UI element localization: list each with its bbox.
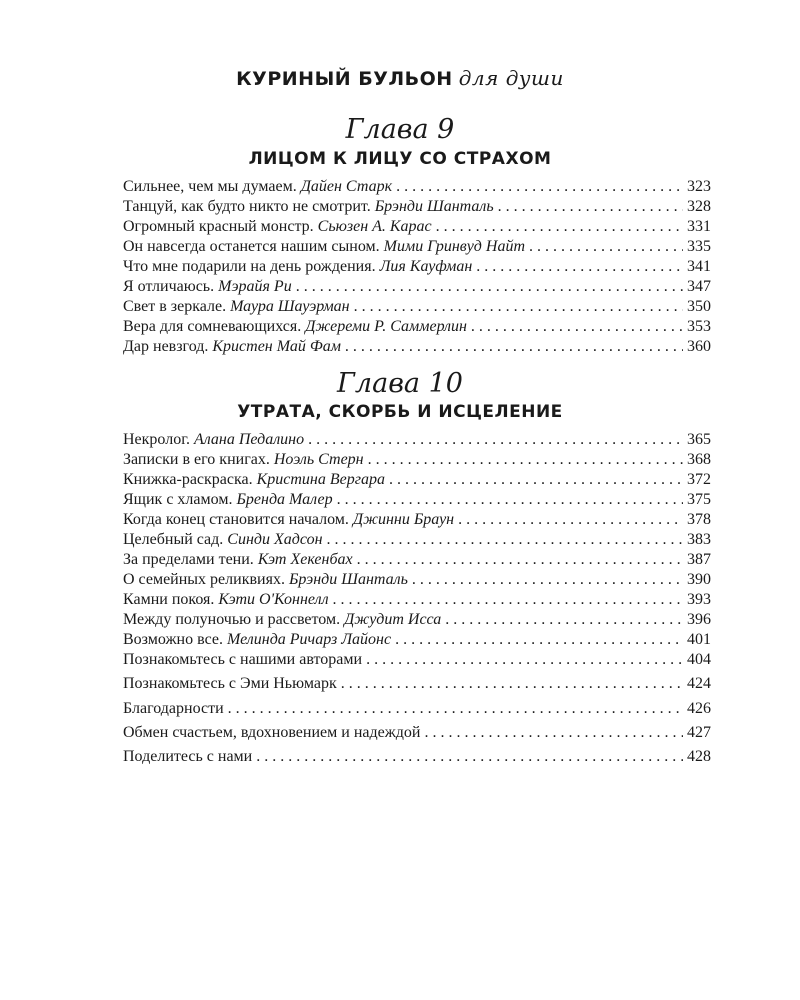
- toc-entry[interactable]: [123, 450, 711, 470]
- entry-author: Лия Кауфман: [379, 258, 473, 275]
- entry-author: Кристина Вергара: [256, 471, 385, 488]
- entry-title: Ящик с хламом.: [123, 491, 233, 508]
- chapter-title: Глава 10: [337, 368, 463, 399]
- entry-title: Свет в зеркале.: [123, 298, 227, 315]
- entry-title: О семейных реликвиях.: [123, 571, 285, 588]
- entry-page: 427: [687, 723, 711, 741]
- dot-leader: [412, 570, 683, 590]
- entry-author: Мэрайя Ри: [218, 278, 292, 295]
- entry-page: 375: [687, 491, 711, 508]
- toc-entry[interactable]: [123, 745, 711, 769]
- entry-title: Обмен счастьем, вдохновением и надеждой: [123, 723, 421, 741]
- dot-leader: [458, 510, 683, 530]
- toc-entry[interactable]: [123, 530, 711, 550]
- entry-title: Танцуй, как будто никто не смотрит.: [123, 198, 371, 215]
- entry-title: Что мне подарили на день рождения.: [123, 258, 376, 275]
- dot-leader: [256, 745, 683, 769]
- toc-entry[interactable]: [123, 297, 711, 317]
- entry-page: 393: [687, 591, 711, 608]
- entry-title: Книжка-раскраска.: [123, 471, 253, 488]
- entry-author: Джудит Исса: [344, 611, 442, 628]
- dot-leader: [345, 337, 683, 357]
- toc-entry[interactable]: [123, 672, 711, 696]
- entry-title: Между полуночью и рассветом.: [123, 611, 341, 628]
- entry-title: Дар невзгод.: [123, 338, 209, 355]
- entry-author: Джинни Браун: [352, 511, 455, 528]
- toc-entry[interactable]: [123, 721, 711, 745]
- chapter-10-toc: [123, 430, 711, 650]
- toc-entry[interactable]: [123, 590, 711, 610]
- chapter-subtitle: УТРАТА, СКОРБЬ И ИСЦЕЛЕНИЕ: [237, 402, 563, 422]
- toc-entry[interactable]: [123, 177, 711, 197]
- toc-entry[interactable]: [123, 217, 711, 237]
- entry-page: 335: [687, 238, 711, 255]
- dot-leader: [529, 237, 683, 257]
- entry-page: 387: [687, 551, 711, 568]
- toc-entry[interactable]: [123, 630, 711, 650]
- entry-title: Познакомьтесь с нашими авторами: [123, 651, 363, 668]
- toc-entry[interactable]: [123, 337, 711, 357]
- entry-page: 360: [687, 338, 711, 355]
- dot-leader: [424, 721, 683, 745]
- chapter-9-toc: [123, 177, 711, 357]
- toc-entry[interactable]: [123, 570, 711, 590]
- dot-leader: [296, 277, 683, 297]
- entry-page: 372: [687, 471, 711, 488]
- toc-entry[interactable]: [123, 197, 711, 217]
- entry-title: Огромный красный монстр.: [123, 218, 314, 235]
- dot-leader: [228, 697, 683, 721]
- entry-title: Камни покоя.: [123, 591, 215, 608]
- toc-entry[interactable]: [123, 317, 711, 337]
- entry-author: Брэнди Шанталь: [288, 571, 408, 588]
- entry-page: 341: [687, 258, 711, 275]
- entry-author: Брэнди Шанталь: [374, 198, 494, 215]
- dot-leader: [498, 197, 683, 217]
- dot-leader: [366, 648, 683, 672]
- toc-entry[interactable]: [123, 490, 711, 510]
- entry-page: 353: [687, 318, 711, 335]
- entry-author: Бренда Малер: [236, 491, 333, 508]
- dot-leader: [341, 672, 683, 696]
- toc-entry[interactable]: [123, 277, 711, 297]
- entry-title: За пределами тени.: [123, 551, 254, 568]
- chapter-subtitle: ЛИЦОМ К ЛИЦУ СО СТРАХОМ: [248, 149, 552, 169]
- entry-author: Сьюзен А. Карас: [317, 218, 432, 235]
- entry-page: 396: [687, 611, 711, 628]
- entry-page: 365: [687, 431, 711, 448]
- dot-leader: [436, 217, 683, 237]
- toc-entry[interactable]: [123, 237, 711, 257]
- entry-author: Мими Гринвуд Найт: [383, 238, 525, 255]
- dot-leader: [357, 550, 683, 570]
- dot-leader: [308, 430, 683, 450]
- dot-leader: [354, 297, 683, 317]
- header-title: КУРИНЫЙ БУЛЬОН: [236, 68, 453, 90]
- back-matter-toc: [123, 648, 711, 769]
- entry-page: 401: [687, 631, 711, 648]
- entry-title: Благодарности: [123, 699, 224, 717]
- entry-title: Поделитесь с нами: [123, 748, 253, 766]
- dot-leader: [333, 590, 683, 610]
- dot-leader: [327, 530, 683, 550]
- entry-page: 328: [687, 198, 711, 215]
- dot-leader: [368, 450, 683, 470]
- entry-title: Целебный сад.: [123, 531, 224, 548]
- toc-entry[interactable]: [123, 510, 711, 530]
- entry-page: 350: [687, 298, 711, 315]
- dot-leader: [471, 317, 683, 337]
- entry-title: Некролог.: [123, 431, 190, 448]
- header-script: для души: [458, 66, 564, 90]
- dot-leader: [445, 610, 683, 630]
- dot-leader: [389, 470, 683, 490]
- entry-page: 331: [687, 218, 711, 235]
- entry-author: Кэт Хекенбах: [257, 551, 353, 568]
- dot-leader: [337, 490, 683, 510]
- entry-page: 368: [687, 451, 711, 468]
- entry-author: Джереми Р. Саммерлин: [305, 318, 467, 335]
- entry-title: Сильнее, чем мы думаем.: [123, 178, 297, 195]
- entry-author: Ноэль Стерн: [273, 451, 364, 468]
- toc-entry[interactable]: [123, 470, 711, 490]
- entry-title: Записки в его книгах.: [123, 451, 270, 468]
- entry-author: Синди Хадсон: [227, 531, 323, 548]
- dot-leader: [396, 177, 683, 197]
- toc-entry[interactable]: [123, 257, 711, 277]
- entry-title: Возможно все.: [123, 631, 223, 648]
- entry-title: Он навсегда останется нашим сыном.: [123, 238, 380, 255]
- entry-author: Маура Шауэрман: [230, 298, 350, 315]
- entry-title: Познакомьтесь с Эми Ньюмарк: [123, 675, 337, 693]
- entry-title: Вера для сомневающихся.: [123, 318, 302, 335]
- chapter-title: Глава 9: [345, 114, 455, 145]
- entry-author: Алана Педалино: [193, 431, 305, 448]
- entry-author: Мелинда Ричарз Лайонс: [226, 631, 392, 648]
- dot-leader: [476, 257, 683, 277]
- dot-leader: [395, 630, 683, 650]
- entry-page: 428: [687, 748, 711, 766]
- entry-author: Кристен Май Фам: [212, 338, 341, 355]
- entry-title: Я отличаюсь.: [123, 278, 215, 295]
- entry-title: Когда конец становится началом.: [123, 511, 349, 528]
- entry-author: Дайен Старк: [300, 178, 393, 195]
- toc-entry[interactable]: [123, 430, 711, 450]
- entry-author: Кэти О'Коннелл: [218, 591, 329, 608]
- toc-entry[interactable]: [123, 610, 711, 630]
- entry-page: 378: [687, 511, 711, 528]
- toc-entry[interactable]: [123, 648, 711, 672]
- entry-page: 404: [687, 651, 711, 668]
- entry-page: 426: [687, 699, 711, 717]
- toc-entry[interactable]: [123, 697, 711, 721]
- entry-page: 383: [687, 531, 711, 548]
- entry-page: 424: [687, 675, 711, 693]
- entry-page: 390: [687, 571, 711, 588]
- toc-entry[interactable]: [123, 550, 711, 570]
- running-header: [0, 66, 800, 90]
- entry-page: 347: [687, 278, 711, 295]
- entry-page: 323: [687, 178, 711, 195]
